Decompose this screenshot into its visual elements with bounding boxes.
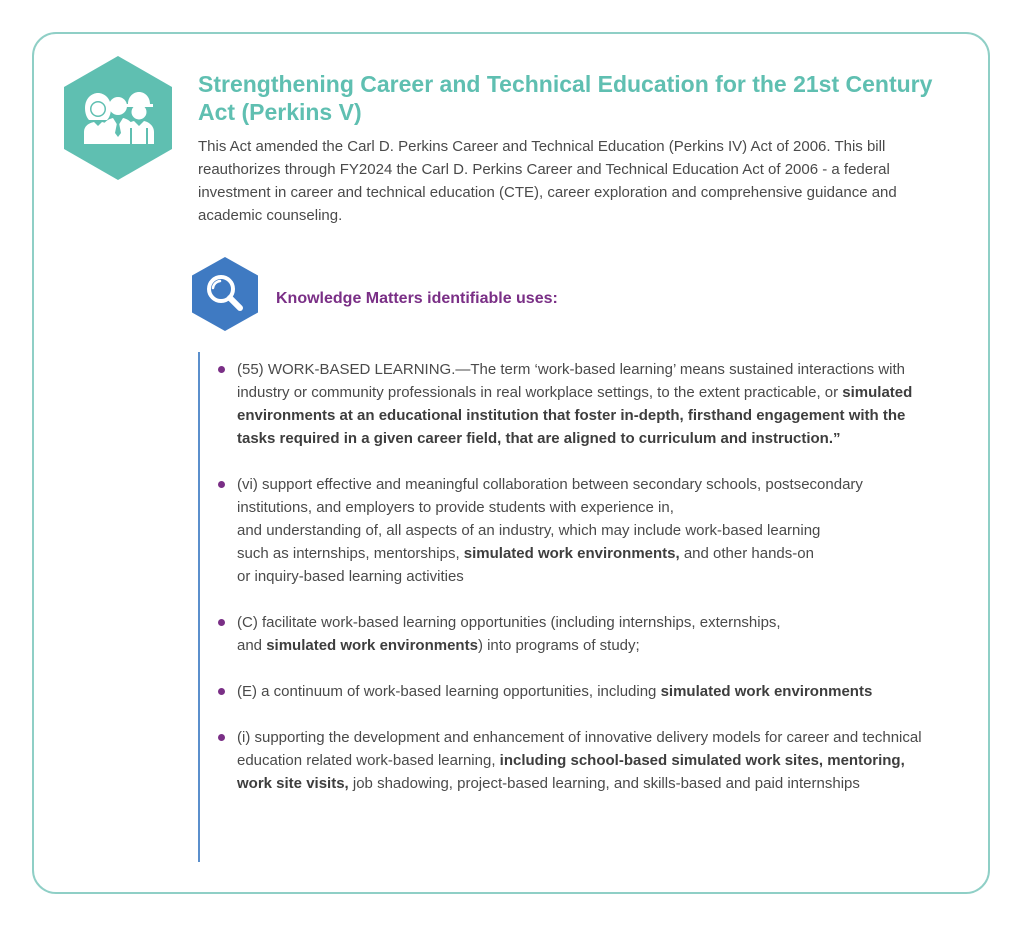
use-item-text: (i) supporting the development and enhancement of innovative delivery models for career and technical education related work-based learning, [237, 729, 926, 769]
use-item-text: (E) a continuum of work-based learning opportunities, including [237, 683, 661, 700]
use-item-text: (55) WORK-BASED LEARNING.—The term ‘work-based learning’ means sustained interactions with industry or community professionals in real workplace settings, to the extent practicable, or [237, 361, 910, 401]
uses-list [216, 358, 936, 818]
use-item-emphasis: simulated environments at an educational institution that foster in-depth, firsthand engagement with the tasks required in a given career field, that are aligned to curriculum and instruction.” [237, 384, 917, 447]
use-item-text: (vi) support effective and meaningful collaboration between secondary schools, postsecondary institutions, and employers to provide students with experience in, and understanding of, all aspects of an industry, which may include work-based learning such as internships, mentorships, [237, 476, 863, 562]
section-heading: Knowledge Matters identifiable uses: [276, 290, 558, 307]
bullet-dot-icon [218, 734, 225, 741]
use-item-emphasis: simulated work environments [660, 683, 873, 700]
use-item [216, 680, 936, 703]
intro-paragraph: This Act amended the Carl D. Perkins Career and Technical Education (Perkins IV) Act of 2006. This bill reauthorizes through FY2024 the Carl D. Perkins Career and Technical Education Act of 2006 - a federal investment in career and technical education (CTE), career exploration and comprehensive guidance and academic counseling. [198, 138, 897, 224]
use-item [216, 358, 936, 450]
use-item-text: job shadowing, project-based learning, and skills-based and paid internships [348, 775, 860, 792]
use-item-text: (C) facilitate work-based learning opportunities (including internships, externships, and [237, 614, 781, 654]
use-item-text: ) into programs of study; [477, 637, 640, 654]
bullet-dot-icon [218, 688, 225, 695]
use-item [216, 611, 936, 657]
use-item-emphasis: simulated work environments, [463, 545, 680, 562]
use-item [216, 726, 936, 795]
use-item-emphasis: simulated work environments [266, 637, 478, 654]
bullet-dot-icon [218, 366, 225, 373]
section-divider-line [198, 352, 200, 862]
magnifier-icon [192, 257, 258, 331]
use-item-text: and other hands-on or inquiry-based learning activities [237, 545, 814, 585]
people-group-icon [64, 56, 172, 180]
page-title: Strengthening Career and Technical Education for the 21st Century Act (Perkins V) [198, 71, 933, 125]
use-item-emphasis: including school-based simulated work sites, mentoring, work site visits, [237, 752, 909, 792]
bullet-dot-icon [218, 619, 225, 626]
use-item [216, 473, 936, 588]
bullet-dot-icon [218, 481, 225, 488]
